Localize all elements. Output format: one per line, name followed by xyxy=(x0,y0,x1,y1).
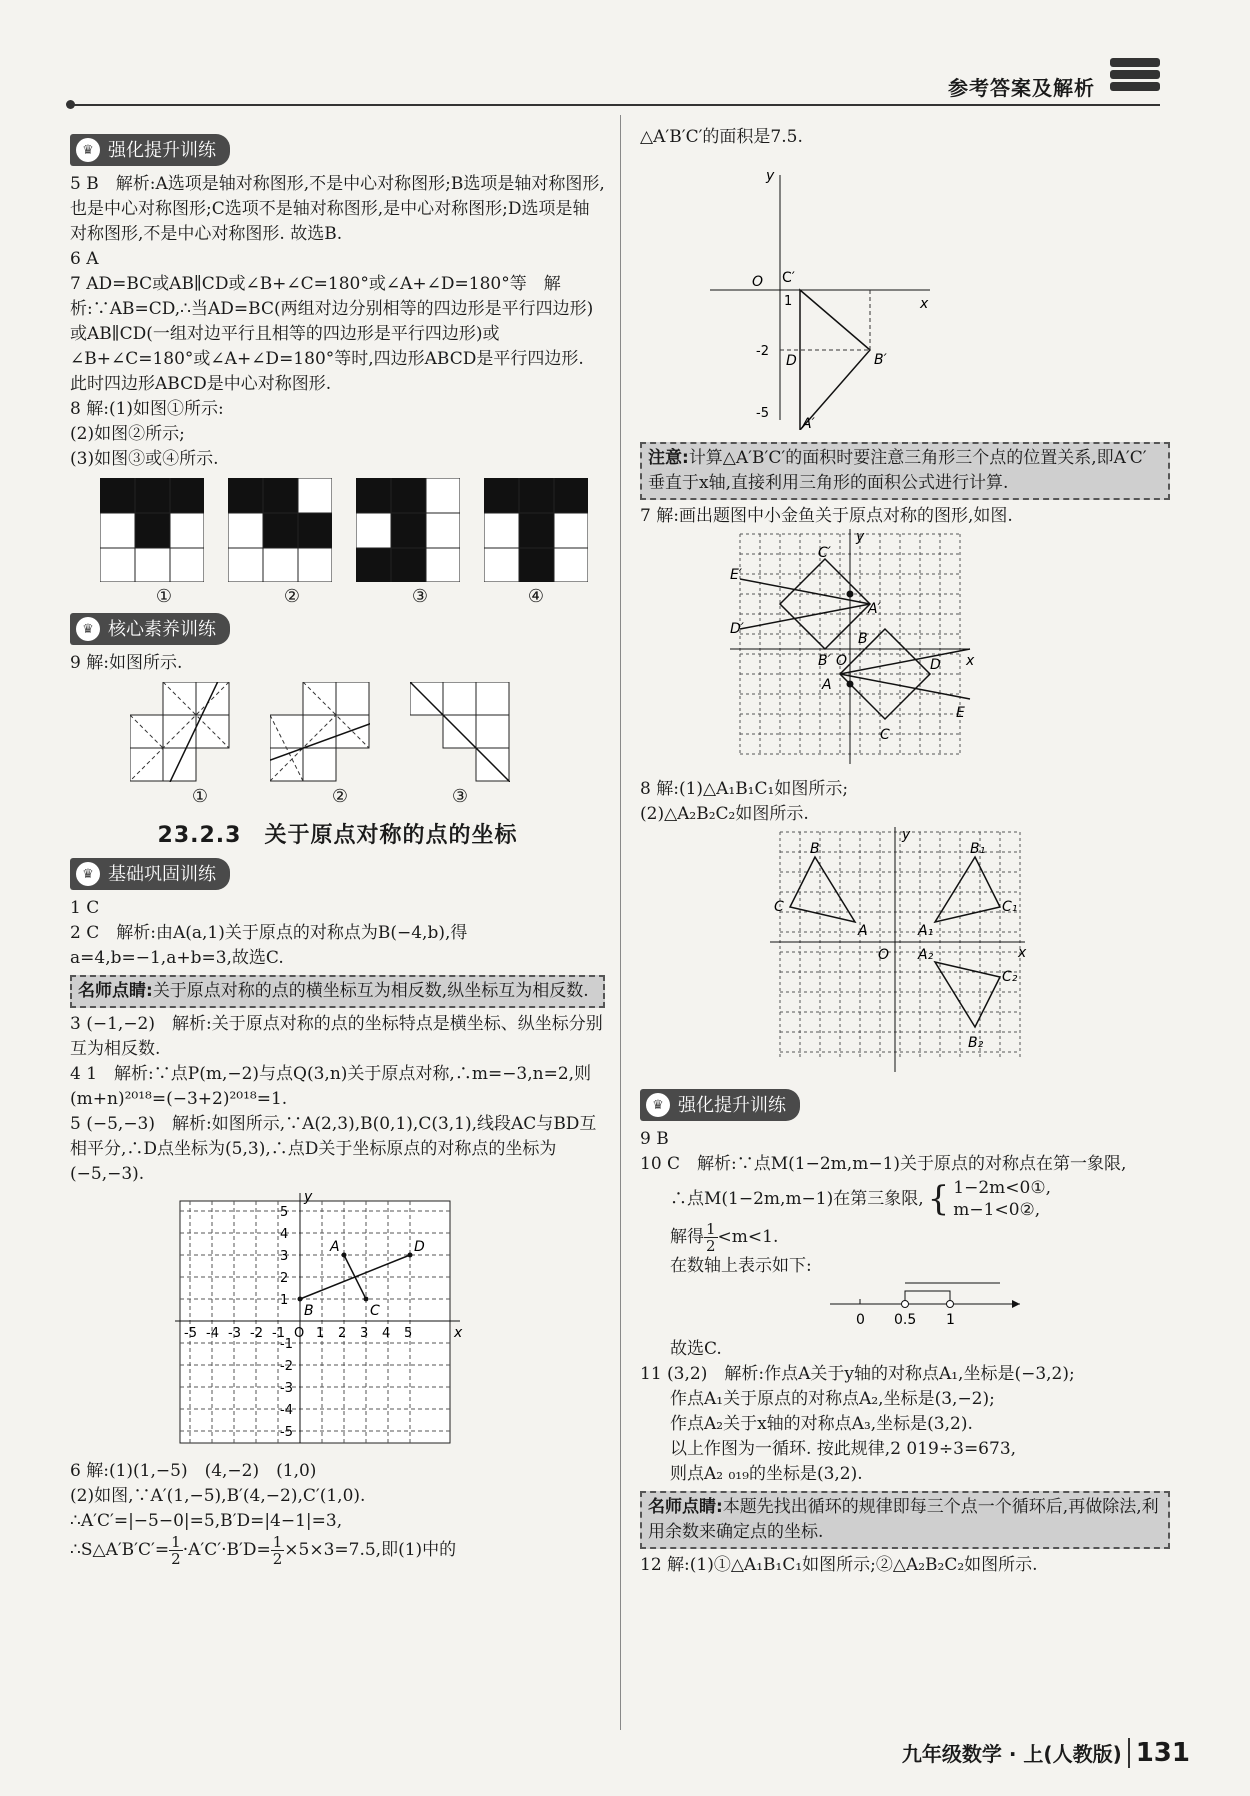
point-d: D xyxy=(786,353,797,369)
fig9-caption: ③ xyxy=(451,786,469,807)
point-label: B xyxy=(304,1303,314,1319)
answer-8a: 8 解:(1)如图①所示: xyxy=(70,399,224,419)
fig9-caption: ① xyxy=(191,786,209,807)
answer-10b: ∴点M(1−2m,m−1)在第三象限, { 1−2m<0①, m−1<0②, xyxy=(670,1178,1051,1220)
y-axis-label: y xyxy=(304,1191,313,1205)
tick-label: 1 xyxy=(946,1312,955,1328)
answer-8b: (2)如图②所示; xyxy=(70,424,185,444)
fig9-1 xyxy=(130,682,230,782)
origin-label: O xyxy=(752,274,764,290)
answer-7: 7 解:画出题图中小金鱼关于原点对称的图形,如图. xyxy=(640,506,1013,526)
q7-fish-graph xyxy=(730,529,980,769)
point-c: C xyxy=(880,727,890,743)
point-c: C xyxy=(774,899,784,915)
q8-triangles-graph xyxy=(770,827,1030,1077)
x-axis-label: x xyxy=(966,653,975,669)
crown-icon: ♛ xyxy=(76,138,100,162)
tip-box: 注意:计算△A′B′C′的面积时要注意三角形三个点的位置关系,即A′C′垂直于x轴,直接利用三角形的面积公式进行计算. xyxy=(640,442,1170,500)
column-divider xyxy=(620,115,621,1730)
x-tick-label: -4 xyxy=(206,1326,219,1341)
answer-12: 12 解:(1)①△A₁B₁C₁如图所示;②△A₂B₂C₂如图所示. xyxy=(640,1555,1038,1575)
point-b2: B₂ xyxy=(968,1035,984,1051)
y-tick-label: 4 xyxy=(280,1227,289,1242)
y-tick-label: -3 xyxy=(280,1381,293,1396)
books-icon xyxy=(1110,58,1160,102)
point-c1: C₁ xyxy=(1002,899,1018,915)
x-tick-label: O xyxy=(294,1326,305,1341)
answer-5: 5 B 解析:A选项是轴对称图形,不是中心对称图形;B选项是轴对称图形,也是中心对称图形;C选项不是轴对称图形,是中心对称图形;D选项是轴对称图形,不是中心对称图形. 故选B. xyxy=(70,174,605,244)
point-b-prime: B′ xyxy=(874,352,887,368)
origin-label: O xyxy=(878,947,890,963)
page-number: 131 xyxy=(1128,1738,1190,1768)
answer-11e: 则点A₂ ₀₁₉的坐标是(3,2). xyxy=(670,1464,863,1484)
point-b: B xyxy=(858,631,868,647)
fig9-2 xyxy=(270,682,370,782)
tip-box: 名师点睛:关于原点对称的点的横坐标互为相反数,纵坐标互为相反数. xyxy=(70,975,605,1008)
point-c-prime: C′ xyxy=(782,270,795,286)
answer-6d: ∴S△A′B′C′= $\frac{1}{2}$ ·A′C′·B′D= $\frac{1}{2}$ ×5×3=7.5,即(1)中的 xyxy=(70,1533,457,1568)
answer-6: 6 A xyxy=(70,249,99,269)
answer-10a: 10 C 解析:∵点M(1−2m,m−1)关于原点的对称点在第一象限, xyxy=(640,1154,1127,1174)
point-e: E xyxy=(956,705,965,721)
y-tick-label: 5 xyxy=(280,1205,289,1220)
fig8-captions xyxy=(100,584,605,609)
point-a2: A₂ xyxy=(918,947,934,963)
fig9-row xyxy=(130,682,605,782)
fig9-caption: ② xyxy=(331,786,349,807)
y-axis-label: y xyxy=(902,827,911,843)
crown-icon: ♛ xyxy=(76,862,100,886)
answer-6c: ∴A′C′=|−5−0|=5,B′D=|4−1|=3, xyxy=(70,1511,343,1531)
crown-icon: ♛ xyxy=(76,617,100,641)
right-column xyxy=(640,125,1170,1578)
y-tick-label: -5 xyxy=(280,1425,293,1440)
point-label: D xyxy=(414,1239,425,1255)
y-tick-label: -1 xyxy=(280,1337,293,1352)
fig8-caption: ② xyxy=(283,586,301,607)
point-b: B xyxy=(810,841,820,857)
point-a: A xyxy=(858,923,868,939)
answer-3: 3 (−1,−2) 解析:关于原点对称的点的坐标特点是横坐标、纵坐标分别互为相反数. xyxy=(70,1014,603,1059)
point-a1: A₁ xyxy=(918,923,934,939)
section-badge: ♛ 强化提升训练 xyxy=(640,1089,800,1121)
answer-9: 9 解:如图所示. xyxy=(70,653,183,673)
fig8-caption: ③ xyxy=(411,586,429,607)
point-c2: C₂ xyxy=(1002,969,1018,985)
tick-minus5: -5 xyxy=(756,406,769,421)
point-d-prime: D′ xyxy=(730,621,744,637)
x-tick-label: -1 xyxy=(272,1326,285,1341)
point-e-prime: E′ xyxy=(730,567,743,583)
point-label: A xyxy=(330,1239,340,1255)
fig8-4 xyxy=(484,478,588,582)
answer-10d: 在数轴上表示如下: xyxy=(670,1256,812,1276)
x-axis-label: x xyxy=(920,296,929,312)
header-rule xyxy=(70,104,1160,106)
point-b1: B₁ xyxy=(970,841,986,857)
y-tick-label: 1 xyxy=(280,1293,289,1308)
fig8-1 xyxy=(100,478,204,582)
answer-11b: 作点A₁关于原点的对称点A₂,坐标是(3,−2); xyxy=(670,1389,995,1409)
fraction: $\frac{1}{2}$ xyxy=(272,1533,283,1568)
fraction: $\frac{1}{2}$ xyxy=(706,1220,716,1255)
point-marker xyxy=(298,1297,303,1302)
section-badge: ♛ 强化提升训练 xyxy=(70,134,230,166)
tick-label: 0.5 xyxy=(894,1312,917,1328)
point-a: A xyxy=(822,677,832,693)
y-tick-label: 3 xyxy=(280,1249,289,1264)
answer-9: 9 B xyxy=(640,1129,669,1149)
crown-icon: ♛ xyxy=(646,1093,670,1117)
q6-triangle-graph xyxy=(690,150,930,430)
answer-11a: 11 (3,2) 解析:作点A关于y轴的对称点A₁,坐标是(−3,2); xyxy=(640,1364,1075,1384)
answer-6b: (2)如图,∵A′(1,−5),B′(4,−2),C′(1,0). xyxy=(70,1486,366,1506)
tick-1: 1 xyxy=(784,294,793,309)
x-tick-label: -5 xyxy=(184,1326,197,1341)
y-tick-label: -2 xyxy=(280,1359,293,1374)
point-b-prime: B′ xyxy=(818,653,831,669)
x-tick-label: 4 xyxy=(382,1326,391,1341)
y-axis-label: y xyxy=(766,168,775,184)
fraction: $\frac{1}{2}$ xyxy=(171,1533,181,1568)
number-line xyxy=(830,1279,1030,1329)
left-column xyxy=(70,130,605,1567)
q5-coordinate-grid xyxy=(170,1191,470,1451)
answer-2: 2 C 解析:由A(a,1)关于原点的对称点为B(−4,b),得a=4,b=−1,a+b=3,故选C. xyxy=(70,923,468,968)
fig8-caption: ④ xyxy=(527,586,545,607)
answer-11c: 作点A₂关于x轴的对称点A₃,坐标是(3,2). xyxy=(670,1414,973,1434)
x-tick-label: 1 xyxy=(316,1326,325,1341)
point-a-prime: A′ xyxy=(802,416,815,430)
footer: 九年级数学 · 上(人教版) 131 xyxy=(901,1738,1190,1768)
section-badge: ♛ 核心素养训练 xyxy=(70,613,230,645)
y-tick-label: 2 xyxy=(280,1271,289,1286)
brace: { xyxy=(927,1178,950,1219)
x-axis-label: x xyxy=(1018,945,1027,961)
point-d: D xyxy=(930,657,941,673)
fig8-row xyxy=(100,478,605,582)
answer-10e: 故选C. xyxy=(670,1339,722,1359)
origin-label: O xyxy=(836,653,848,669)
x-tick-label: 2 xyxy=(338,1326,347,1341)
point-a-prime: A′ xyxy=(868,601,881,617)
answer-11d: 以上作图为一循环. 按此规律,2 019÷3=673, xyxy=(670,1439,1017,1459)
fig9-3 xyxy=(410,682,510,782)
point-c-prime: C′ xyxy=(818,545,831,561)
answer-5b: 5 (−5,−3) 解析:如图所示,∵A(2,3),B(0,1),C(3,1),线段AC与BD互相平分,∴D点坐标为(5,3),∴点D关于坐标原点的对称点的坐标为(−5,−3). xyxy=(70,1114,597,1184)
answer-6a: 6 解:(1)(1,−5) (4,−2) (1,0) xyxy=(70,1461,317,1481)
point-marker xyxy=(364,1297,369,1302)
fig8-3 xyxy=(356,478,460,582)
point-marker xyxy=(408,1253,413,1258)
x-tick-label: -2 xyxy=(250,1326,263,1341)
point-marker xyxy=(342,1253,347,1258)
x-tick-label: 3 xyxy=(360,1326,369,1341)
header-title: 参考答案及解析 xyxy=(948,76,1095,100)
fig8-caption: ① xyxy=(155,586,173,607)
answer-8c: (3)如图③或④所示. xyxy=(70,449,219,469)
answer-8b: (2)△A₂B₂C₂如图所示. xyxy=(640,804,809,824)
tip-box: 名师点睛:本题先找出循环的规律即每三个点一个循环后,再做除法,利用余数来确定点的坐标. xyxy=(640,1491,1170,1549)
fig9-captions xyxy=(130,784,605,809)
answer-6-cont: △A′B′C′的面积是7.5. xyxy=(640,127,803,147)
tick-minus2: -2 xyxy=(756,344,769,359)
triangle-abc-prime xyxy=(800,290,870,430)
tick-label: 0 xyxy=(856,1312,865,1328)
section-badge: ♛ 基础巩固训练 xyxy=(70,858,230,890)
x-tick-label: 5 xyxy=(404,1326,413,1341)
section-title: 23.2.3 关于原点对称的点的坐标 xyxy=(157,823,518,848)
answer-8a: 8 解:(1)△A₁B₁C₁如图所示; xyxy=(640,779,849,799)
answer-4: 4 1 解析:∵点P(m,−2)与点Q(3,n)关于原点对称,∴m=−3,n=2,则(m+n)²⁰¹⁸=(−3+2)²⁰¹⁸=1. xyxy=(70,1064,592,1109)
x-axis-label: x xyxy=(454,1325,463,1341)
y-tick-label: -4 xyxy=(280,1403,293,1418)
y-axis-label: y xyxy=(856,529,865,545)
x-tick-label: -3 xyxy=(228,1326,241,1341)
answer-7: 7 AD=BC或AB∥CD或∠B+∠C=180°或∠A+∠D=180°等 解析:∵AB=CD,∴当AD=BC(两组对边分别相等的四边形是平行四边形)或AB∥CD(一组对边平行且相等的四边形是平行四边形)或∠B+∠C=180°或∠A+∠D=180°等时,四边形ABCD是平行四边形. 此时四边形ABCD是中心对称图形. xyxy=(70,274,594,394)
point-label: C xyxy=(370,1303,380,1319)
fig8-2 xyxy=(228,478,332,582)
answer-1: 1 C xyxy=(70,898,100,918)
answer-10c: 解得 $\frac{1}{2}$ <m<1. xyxy=(670,1220,779,1255)
